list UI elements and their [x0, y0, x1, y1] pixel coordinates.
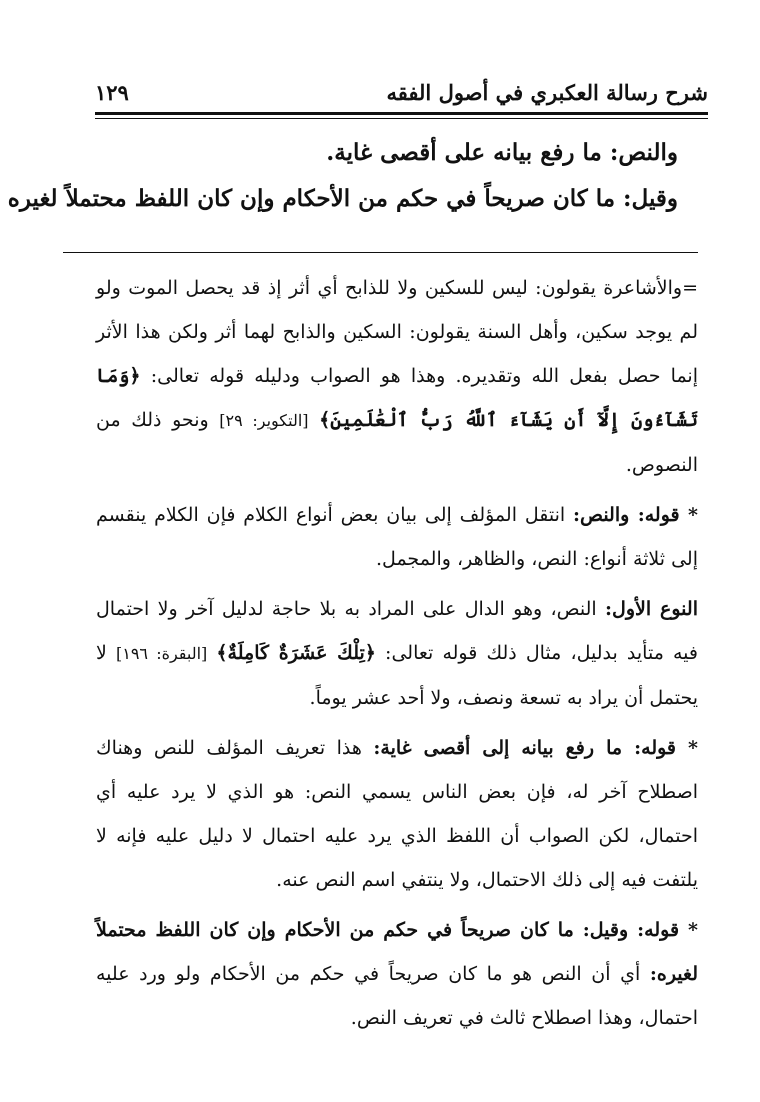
- paragraph-5: [96, 908, 698, 1040]
- paragraph-lead: * قوله: والنص:: [573, 504, 698, 526]
- matn-line-1: والنص: ما رفع بيانه على أقصى غاية.: [326, 139, 678, 166]
- paragraph-text: أي أن النص هو ما كان صريحاً في حكم من الأحكام ولو ورد عليه احتمال، وهذا اصطلاح ثالث في تعريف النص.: [96, 963, 698, 1029]
- page-number: ١٢٩: [95, 80, 129, 105]
- running-header: [95, 80, 708, 110]
- paragraph-tail: لا يحتمل أن يراد به تسعة ونصف، ولا أحد عشر يوماً.: [96, 642, 698, 709]
- book-title: شرح رسالة العكبري في أصول الفقه: [386, 80, 708, 105]
- matn-text: [7, 130, 678, 222]
- verse-reference: [البقرة: ١٩٦]: [115, 644, 208, 663]
- commentary: [96, 266, 698, 1046]
- paragraph-2: [96, 493, 698, 581]
- paragraph-text: =والأشاعرة يقولون: ليس للسكين ولا للذابح أي أثر إذ قد يحصل الموت ولو لم يوجد سكين، وأهل السنة يقولون: السكين والذابح لهما أثر ولكن هذا الأثر إنما حصل بفعل الله وتقديره. وهذا هو الصواب ودليله قوله تعالى:: [96, 277, 698, 387]
- matn-line-2: وقيل: ما كان صريحاً في حكم من الأحكام وإن كان اللفظ محتملاً لغيره: [7, 185, 678, 212]
- paragraph-1: [96, 266, 698, 487]
- paragraph-tail: ونحو ذلك من النصوص.: [96, 409, 698, 476]
- paragraph-lead: * قوله: ما رفع بيانه إلى أقصى غاية:: [373, 737, 698, 759]
- quran-verse: ﴿وَمَا تَشَآءُونَ إِلَّآ أَن يَشَآءَ ٱللَّهُ رَبُّ ٱلْعَٰلَمِينَ﴾: [96, 365, 698, 431]
- paragraph-3: [96, 587, 698, 720]
- paragraph-text: انتقل المؤلف إلى بيان بعض أنواع الكلام فإن الكلام ينقسم إلى ثلاثة أنواع: النص، والظاهر، والمجمل.: [96, 504, 698, 570]
- paragraph-text: النص، وهو الدال على المراد به بلا حاجة لدليل آخر ولا احتمال فيه متأيد بدليل، مثال ذلك قوله تعالى:: [96, 598, 699, 664]
- paragraph-lead: النوع الأول:: [605, 598, 698, 620]
- paragraph-text: هذا تعريف المؤلف للنص وهناك اصطلاح آخر له، فإن بعض الناس يسمي النص: هو الذي لا يرد عليه أي احتمال، لكن الصواب أن اللفظ الذي يرد عليه احتمال لا دليل عليه فإنه لا يلتفت فيه إلى ذلك الاحتمال، ولا ينتفي اسم النص عنه.: [96, 737, 698, 891]
- verse-reference: [التكوير: ٢٩]: [219, 411, 309, 430]
- header-rule-thin: [95, 118, 708, 119]
- paragraph-4: [96, 726, 698, 902]
- footnote-separator: [63, 252, 698, 253]
- paragraph-lead: * قوله: وقيل: ما كان صريحاً في حكم من الأحكام وإن كان اللفظ محتملاً لغيره:: [96, 919, 698, 985]
- header-rule-thick: [95, 112, 708, 115]
- quran-verse: ﴿تِلْكَ عَشَرَةٌ كَامِلَةٌ﴾: [216, 642, 376, 664]
